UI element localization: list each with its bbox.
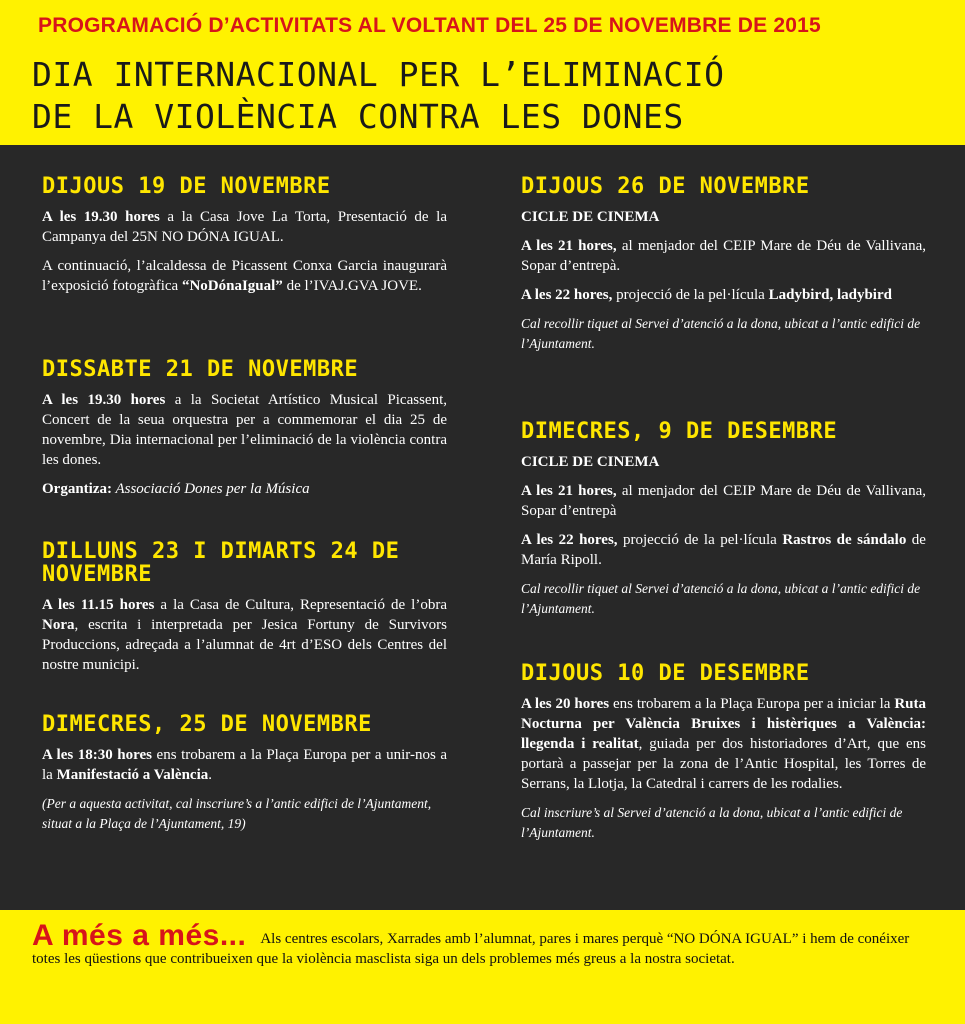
event-time: A les 21 hores, xyxy=(521,238,617,254)
event-21-nov xyxy=(42,358,447,508)
event-desc: a la Casa Jove La Torta, Presentació de la Campanya del 25N NO DÓNA IGUAL. xyxy=(42,209,447,245)
title-line-2: DE LA VIOLÈNCIA CONTRA LES DONES xyxy=(32,97,684,136)
exhibition-name: “NoDónaIgual” xyxy=(181,278,283,294)
footer xyxy=(0,910,965,1024)
event-date-line-2: NOVEMBRE xyxy=(42,562,152,587)
organizer-label: Organtiza: xyxy=(42,481,112,497)
event-desc: projecció de la pel·lícula xyxy=(617,532,783,548)
event-text xyxy=(42,595,447,675)
film-title: Ladybird, ladybird xyxy=(768,287,892,303)
cinema-cycle-text: CICLE DE CINEMA xyxy=(521,454,660,470)
event-note: Cal recollir tiquet al Servei d’atenció a la dona, ubicat a l’antic edifici de l’Ajuntament. xyxy=(521,581,921,616)
event-date: DISSABTE 21 DE NOVEMBRE xyxy=(42,357,359,382)
event-text xyxy=(521,530,926,570)
event-desc: . xyxy=(208,767,212,783)
manifestation-name: Manifestació a València xyxy=(56,767,209,783)
event-25-nov xyxy=(42,713,447,843)
event-organizer xyxy=(42,479,447,499)
cinema-cycle-label xyxy=(521,452,926,472)
program-subtitle: PROGRAMACIÓ D’ACTIVITATS AL VOLTANT DEL 25 DE NOVEMBRE DE 2015 xyxy=(38,14,821,37)
event-time: A les 22 hores, xyxy=(521,532,618,548)
event-date: DIJOUS 19 DE NOVEMBRE xyxy=(42,174,331,199)
event-date: DIJOUS 26 DE NOVEMBRE xyxy=(521,174,810,199)
event-10-dec xyxy=(521,662,926,852)
more-title: A més a més... xyxy=(32,919,247,952)
event-desc: projecció de la pel·lícula xyxy=(612,287,769,303)
event-26-nov xyxy=(521,175,926,363)
event-text xyxy=(42,256,447,296)
event-time: A les 22 hores, xyxy=(521,287,613,303)
event-note: (Per a aquesta activitat, cal inscriure’s a l’antic edifici de l’Ajuntament, situat a la Plaça de l’Ajuntament, 19) xyxy=(42,796,432,831)
event-text xyxy=(521,236,926,276)
event-text xyxy=(521,694,926,794)
event-desc: , guiada per dos historiadores d’Art, que ens portarà a passejar per la zona de l’Antic Hospital, les Torres de Serrans, la Llotja, la Catedral i carrers de les rodalies. xyxy=(521,736,926,792)
event-desc: de l’IVAJ.GVA JOVE. xyxy=(282,278,422,294)
event-time: A les 11.15 hores xyxy=(42,597,155,613)
event-date xyxy=(42,540,447,586)
event-desc: ens trobarem a la Plaça Europa per a unir-nos a la xyxy=(42,747,447,783)
event-desc: de María Ripoll. xyxy=(521,532,926,568)
event-9-dec xyxy=(521,420,926,628)
event-time: A les 20 hores xyxy=(521,696,610,712)
event-text xyxy=(521,481,926,521)
event-time: A les 18:30 hores xyxy=(42,747,153,763)
program-panel xyxy=(0,145,965,910)
play-title: Nora xyxy=(42,617,75,633)
event-time: A les 19.30 hores xyxy=(42,392,166,408)
event-19-nov xyxy=(42,175,447,305)
event-note: Cal recollir tiquet al Servei d’atenció a la dona, ubicat a l’antic edifici de l’Ajuntament. xyxy=(521,316,921,351)
event-date-line-1: DILLUNS 23 I DIMARTS 24 DE xyxy=(42,539,400,564)
cinema-cycle-text: CICLE DE CINEMA xyxy=(521,209,660,225)
film-title: Rastros de sándalo xyxy=(782,532,907,548)
event-date: DIMECRES, 25 DE NOVEMBRE xyxy=(42,712,372,737)
event-desc: ens trobarem a la Plaça Europa per a iniciar la xyxy=(609,696,895,712)
event-date: DIJOUS 10 DE DESEMBRE xyxy=(521,661,810,686)
event-desc: a la Societat Artístico Musical Picassent, Concert de la seua orquestra per a commemorar el dia 25 de novembre, Dia internacional per l’eliminació de la violència contra les dones. xyxy=(42,392,447,468)
event-date: DIMECRES, 9 DE DESEMBRE xyxy=(521,419,838,444)
title-line-1: DIA INTERNACIONAL PER L’ELIMINACIÓ xyxy=(32,55,725,94)
cinema-cycle-label xyxy=(521,207,926,227)
event-desc: a la Casa de Cultura, Representació de l’obra xyxy=(154,597,447,613)
more-info xyxy=(32,919,937,969)
event-text xyxy=(42,745,447,785)
event-23-24-nov xyxy=(42,540,447,684)
event-time: A les 19.30 hores xyxy=(42,209,160,225)
page-title xyxy=(32,54,725,138)
event-note: Cal inscriure’s al Servei d’atenció a la dona, ubicat a l’antic edifici de l’Ajuntament. xyxy=(521,805,903,840)
more-text: Als centres escolars, Xarrades amb l’alumnat, pares i mares perquè “NO DÓNA IGUAL” i hem de conéixer totes les qüestions que contribueixen que la violència masclista siga un dels problemes més greus a la nostra societat. xyxy=(32,931,910,967)
route-name: Ruta Nocturna per València Bruixes i histèriques a València: llegenda i realitat xyxy=(521,696,926,752)
event-time: A les 21 hores, xyxy=(521,483,617,499)
event-text xyxy=(521,285,926,305)
event-text xyxy=(42,390,447,470)
header xyxy=(0,0,965,145)
organizer-name: Associació Dones per la Música xyxy=(111,481,310,497)
event-text xyxy=(42,207,447,247)
event-desc: al menjador del CEIP Mare de Déu de Vallivana, Sopar d’entrepà. xyxy=(521,238,926,274)
event-desc: , escrita i interpretada per Jesica Fortuny de Survivors Produccions, adreçada a l’alumnat de 4rt d’ESO dels Centres del nostre municipi. xyxy=(42,617,447,673)
event-desc: A continuació, l’alcaldessa de Picassent Conxa Garcia inaugurarà l’exposició fotogràfica xyxy=(42,258,447,294)
event-desc: al menjador del CEIP Mare de Déu de Vallivana, Sopar d’entrepà xyxy=(521,483,926,519)
